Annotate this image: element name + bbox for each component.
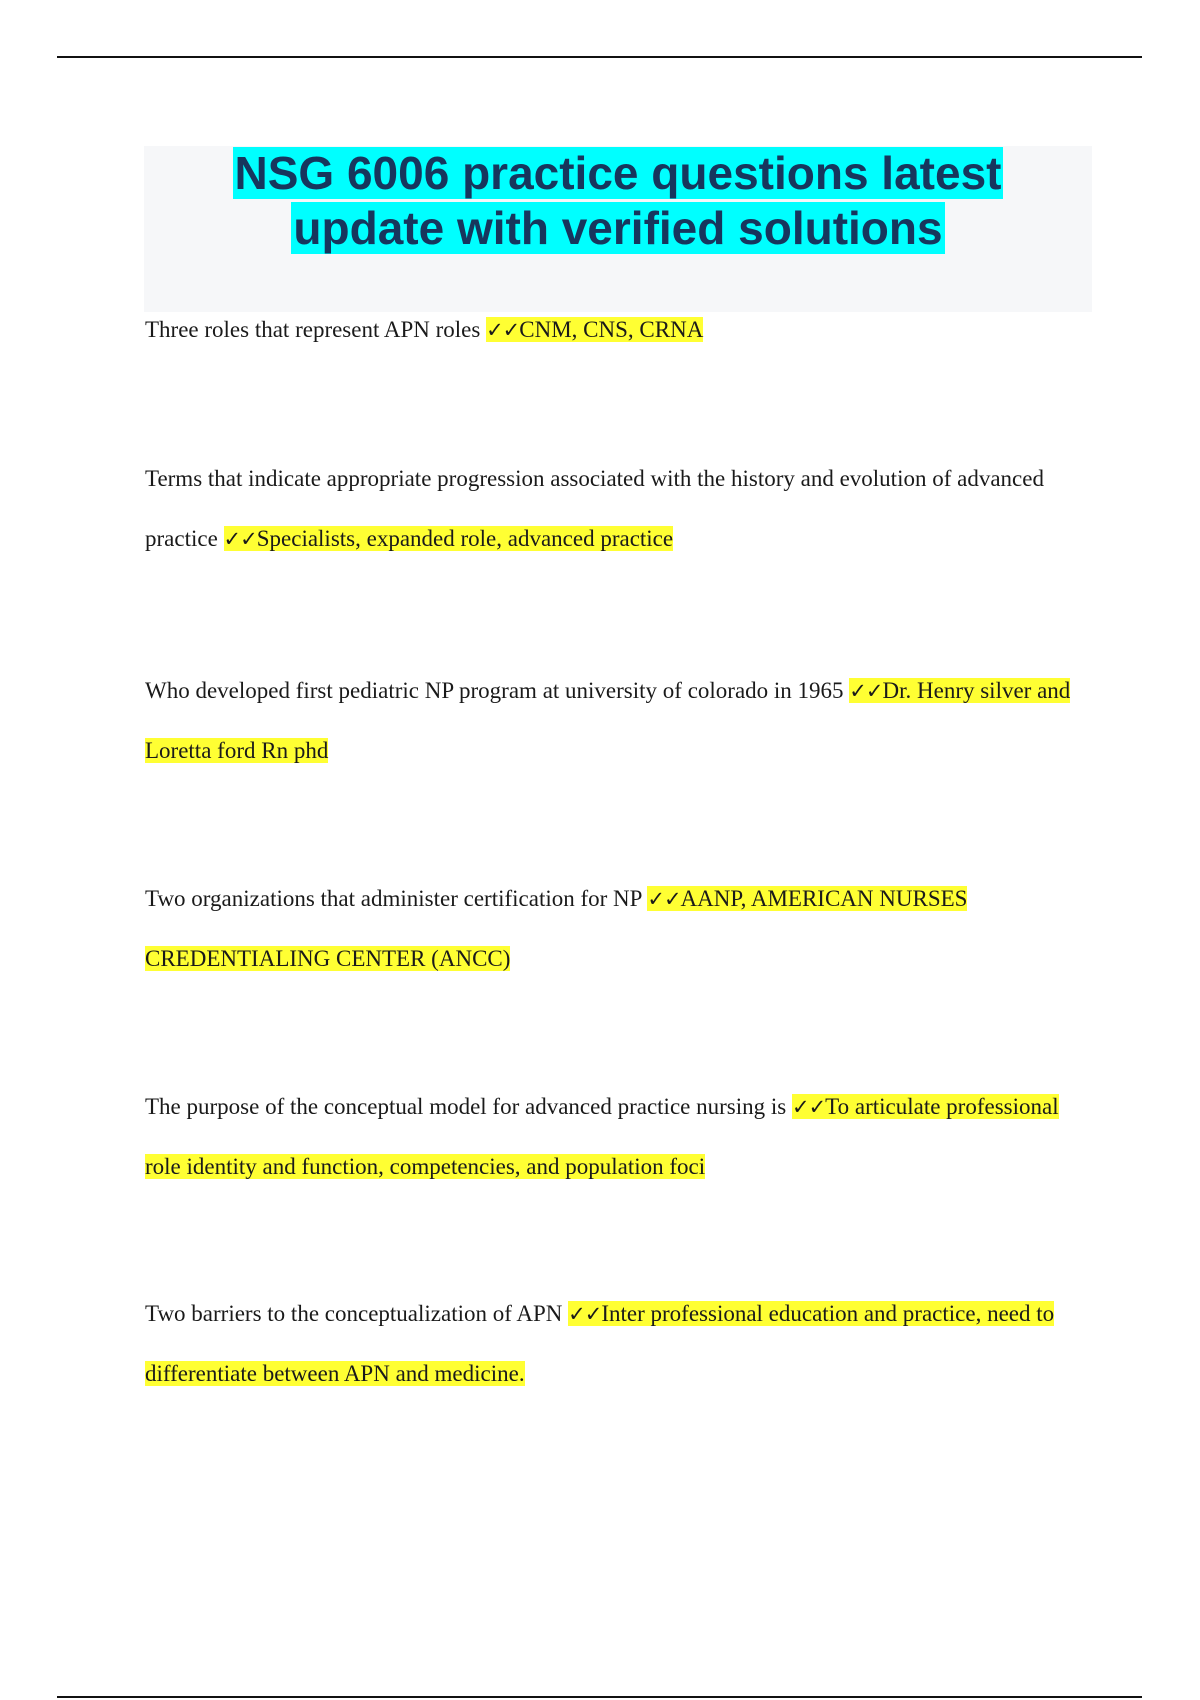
double-check-icon: ✓✓ [486,318,520,342]
double-check-icon: ✓✓ [791,1095,826,1119]
title-line-1: NSG 6006 practice questions latest [234,147,1002,199]
answer-text: Dr. Henry silver and Loretta ford Rn phd [145,678,1071,763]
question-text: Two barriers to the conceptualization of APN [145,1301,563,1326]
answer-text: AANP, AMERICAN NURSES CREDENTIALING CENTER (ANCC) [145,886,968,971]
title-line-2: update with verified solutions [293,202,943,254]
qa-item-2 [145,449,1095,569]
answer-text: CNM, CNS, CRNA [519,317,704,342]
qa-item-1 [145,300,1095,360]
header-rule [57,56,1142,58]
answer-highlight [486,317,703,342]
question-text: Three roles that represent APN roles [145,317,481,342]
footer-rule [57,1696,1142,1698]
qa-item-5 [145,1077,1095,1197]
title-box [144,146,1092,312]
qa-item-4 [145,869,1095,989]
question-text: Who developed first pediatric NP program at university of colorado in 1965 [145,678,844,703]
qa-item-6 [145,1284,1095,1404]
answer-text: To articulate professional role identity and function, competencies, and population foci [145,1094,1059,1179]
answer-highlight [224,526,674,551]
question-text: The purpose of the conceptual model for advanced practice nursing is [145,1094,787,1119]
question-text: Two organizations that administer certification for NP [145,886,642,911]
answer-text: Specialists, expanded role, advanced practice [256,526,674,551]
double-check-icon: ✓✓ [223,527,257,551]
page-title [144,146,1092,256]
double-check-icon: ✓✓ [647,887,681,911]
question-text: Terms that indicate appropriate progression associated with the history and evolution of advanced practice [145,466,1044,551]
double-check-icon: ✓✓ [568,1302,602,1326]
answer-text: Inter professional education and practice, need to differentiate between APN and medicine. [145,1301,1055,1386]
double-check-icon: ✓✓ [849,679,883,703]
qa-item-3 [145,661,1095,781]
